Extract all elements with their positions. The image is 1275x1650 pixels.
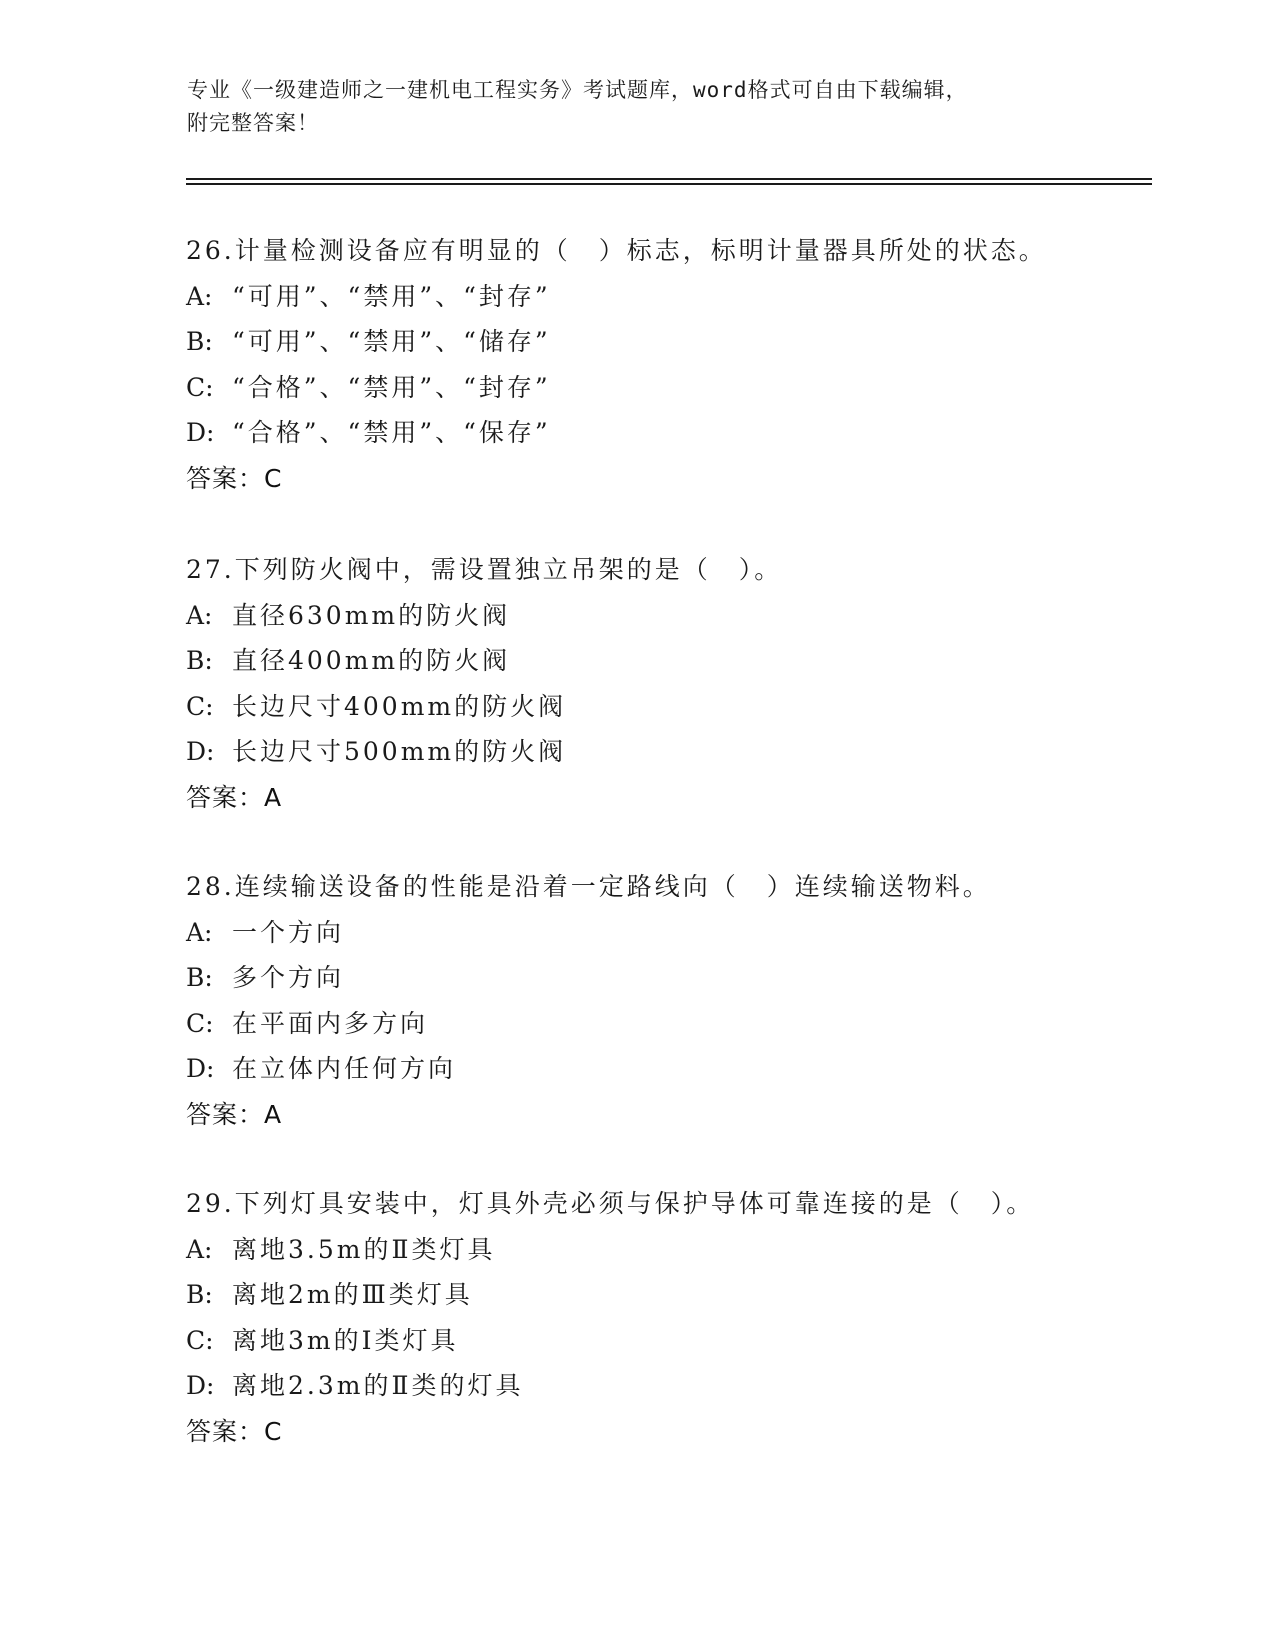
- question-stem: 27.下列防火阀中，需设置独立吊架的是（ ）。: [186, 555, 783, 584]
- option-text: 一个方向: [232, 917, 345, 947]
- option-text: 直径630mm的防火阀: [232, 600, 511, 630]
- question-29: [186, 1181, 1166, 1454]
- option-b: [186, 638, 1166, 684]
- option-text: “合格”、“禁用”、“封存”: [232, 372, 551, 402]
- option-letter: A:: [186, 600, 213, 630]
- question-27: [186, 547, 1166, 820]
- option-letter: A:: [186, 1234, 213, 1264]
- option-b: [186, 1272, 1166, 1318]
- option-letter: A:: [186, 917, 213, 947]
- question-28: [186, 864, 1166, 1137]
- answer-line: 答案：A: [186, 782, 283, 812]
- question-stem: 26.计量检测设备应有明显的（ ）标志，标明计量器具所处的状态。: [186, 236, 1047, 265]
- header-line-1: 专业《一级建造师之一建机电工程实务》考试题库，word格式可自由下载编辑，: [187, 78, 968, 102]
- option-letter: B:: [186, 1280, 213, 1309]
- question-stem: 29.下列灯具安装中，灯具外壳必须与保护导体可靠连接的是（ ）。: [186, 1189, 1035, 1218]
- option-text: 长边尺寸400mm的防火阀: [232, 691, 567, 721]
- option-text: 直径400mm的防火阀: [232, 646, 511, 675]
- option-c: [186, 1001, 1166, 1047]
- option-letter: D:: [186, 418, 215, 447]
- option-c: [186, 684, 1166, 730]
- option-letter: C:: [186, 1325, 214, 1355]
- question-26: [186, 228, 1166, 501]
- option-text: 离地2m的Ⅲ类灯具: [232, 1280, 473, 1309]
- option-text: 离地3.5m的Ⅱ类灯具: [232, 1234, 496, 1264]
- option-d: [186, 1363, 1166, 1409]
- option-a: [186, 274, 1166, 320]
- answer-line: 答案：C: [186, 463, 283, 493]
- option-a: [186, 593, 1166, 639]
- option-letter: D:: [186, 1054, 215, 1083]
- option-c: [186, 1318, 1166, 1364]
- answer-line: 答案：C: [186, 1416, 283, 1446]
- header-divider-top: [186, 178, 1152, 180]
- option-text: “可用”、“禁用”、“封存”: [232, 281, 551, 311]
- option-letter: C:: [186, 1008, 214, 1038]
- option-text: 长边尺寸500mm的防火阀: [232, 737, 567, 766]
- option-text: 离地2.3m的Ⅱ类的灯具: [232, 1371, 524, 1400]
- question-stem: 28.连续输送设备的性能是沿着一定路线向（ ）连续输送物料。: [186, 872, 991, 901]
- option-text: “可用”、“禁用”、“储存”: [232, 327, 551, 356]
- option-letter: D:: [186, 737, 215, 766]
- option-letter: A:: [186, 281, 213, 311]
- option-d: [186, 1046, 1166, 1092]
- option-a: [186, 1227, 1166, 1273]
- option-letter: C:: [186, 372, 214, 402]
- option-c: [186, 365, 1166, 411]
- option-d: [186, 729, 1166, 775]
- option-letter: C:: [186, 691, 214, 721]
- option-letter: B:: [186, 327, 213, 356]
- option-d: [186, 410, 1166, 456]
- option-b: [186, 955, 1166, 1001]
- option-letter: B:: [186, 963, 213, 992]
- header-divider-bottom: [186, 183, 1152, 185]
- option-text: 离地3m的Ⅰ类灯具: [232, 1325, 459, 1355]
- option-text: “合格”、“禁用”、“保存”: [232, 418, 551, 447]
- option-letter: B:: [186, 646, 213, 675]
- option-text: 在立体内任何方向: [232, 1054, 457, 1083]
- header-line-2: 附完整答案！: [187, 111, 319, 135]
- option-b: [186, 319, 1166, 365]
- document-header: [187, 74, 1087, 140]
- option-text: 多个方向: [232, 963, 345, 992]
- answer-line: 答案：A: [186, 1099, 283, 1129]
- option-a: [186, 910, 1166, 956]
- option-text: 在平面内多方向: [232, 1008, 429, 1038]
- option-letter: D:: [186, 1371, 215, 1400]
